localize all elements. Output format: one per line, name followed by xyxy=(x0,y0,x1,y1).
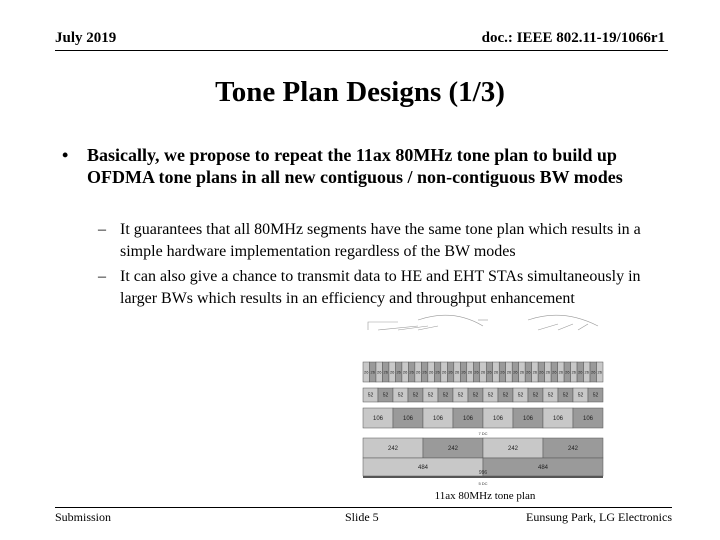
sub-bullet-1 xyxy=(98,219,658,263)
ru52-label: 52 xyxy=(487,392,494,399)
figure-caption: 11ax 80MHz tone plan xyxy=(434,490,536,502)
ru26-label: 26 xyxy=(370,369,375,375)
ru26-label: 26 xyxy=(376,369,382,375)
ru26-label: 26 xyxy=(441,369,447,375)
ru52-label: 52 xyxy=(547,392,554,399)
ru52-label: 52 xyxy=(472,392,479,399)
ru106-label: 106 xyxy=(402,416,414,422)
header-divider xyxy=(55,50,668,51)
ru26-label: 26 xyxy=(428,369,434,375)
ru26-label: 26 xyxy=(584,369,590,375)
ru996-label: 996 xyxy=(478,470,488,476)
footer-author: Eunsung Park, LG Electronics xyxy=(526,510,672,524)
ru26-label: 26 xyxy=(435,369,440,375)
sub-bullet-2 xyxy=(98,266,658,310)
main-bullet xyxy=(62,144,672,188)
ru26-label: 26 xyxy=(467,369,473,375)
ru52-label: 52 xyxy=(397,392,404,399)
ru26-label: 26 xyxy=(454,369,460,375)
ru26-label: 26 xyxy=(415,369,421,375)
main-bullet-text: Basically, we propose to repeat the 11ax 80MHz tone plan to build up OFDMA tone plans in all new contiguous / non-contiguous BW modes xyxy=(87,145,623,187)
ru26-label: 26 xyxy=(402,369,408,375)
ru26-label: 26 xyxy=(506,369,512,375)
ru26-label: 26 xyxy=(519,369,525,375)
ru106-label: 106 xyxy=(492,416,504,422)
ru484-label: 484 xyxy=(537,465,549,471)
dc-label: 7 DC xyxy=(478,431,488,436)
footer-submission: Submission xyxy=(55,510,112,524)
bullet-symbol: • xyxy=(62,145,69,165)
ru26-label: 26 xyxy=(565,369,570,375)
sub-bullet-symbol: – xyxy=(98,268,106,285)
ru26-label: 26 xyxy=(552,369,557,375)
ru242-label: 242 xyxy=(507,446,519,452)
tone-plan-figure xyxy=(358,312,608,487)
ru26-label: 26 xyxy=(409,369,414,375)
ru26-label: 26 xyxy=(389,369,395,375)
ru26-label: 26 xyxy=(396,369,401,375)
ru242-label: 242 xyxy=(567,446,579,452)
ru52-label: 52 xyxy=(577,392,584,399)
ru26-label: 26 xyxy=(578,369,583,375)
ru26-label: 26 xyxy=(487,369,492,375)
ru26-label: 26 xyxy=(539,369,544,375)
ru26-label: 26 xyxy=(448,369,453,375)
sub-bullet-text: It guarantees that all 80MHz segments have the same tone plan which results in a simple hardware implementation regardless of the BW modes xyxy=(120,221,641,260)
ru52-label: 52 xyxy=(562,392,569,399)
ru52-label: 52 xyxy=(457,392,464,399)
ru106-label: 106 xyxy=(552,416,564,422)
ru52-label: 52 xyxy=(532,392,539,399)
ru52-label: 52 xyxy=(502,392,509,399)
ru26-label: 26 xyxy=(591,369,596,375)
ru106-label: 106 xyxy=(582,416,594,422)
ru106-label: 106 xyxy=(372,416,384,422)
ru106-label: 106 xyxy=(522,416,534,422)
ru26-label: 26 xyxy=(597,369,602,375)
ru26-label: 26 xyxy=(422,369,427,375)
sub-bullet-text: It can also give a chance to transmit data to HE and EHT STAs simultaneously in larger BWs which results in an efficiency and throughput enhancement xyxy=(120,268,641,307)
ru52-label: 52 xyxy=(412,392,419,399)
ru26-label: 26 xyxy=(571,369,577,375)
ru26-label: 26 xyxy=(513,369,518,375)
ru26-label: 26 xyxy=(526,369,531,375)
slide-title: Tone Plan Designs (1/3) xyxy=(215,76,505,108)
ru484-label: 484 xyxy=(417,465,429,471)
figure-top-annotations xyxy=(368,315,598,330)
ru26-label: 26 xyxy=(480,369,486,375)
header-doc-id: doc.: IEEE 802.11-19/1066r1 xyxy=(481,30,665,46)
ru26-label: 26 xyxy=(558,369,564,375)
ru52-label: 52 xyxy=(427,392,434,399)
ru26-label: 26 xyxy=(500,369,505,375)
ru26-label: 26 xyxy=(383,369,388,375)
ru26-label: 26 xyxy=(493,369,499,375)
ru26-label: 26 xyxy=(461,369,466,375)
dc-label: 5 DC xyxy=(478,481,488,486)
ru26-label: 26 xyxy=(545,369,551,375)
ru52-label: 52 xyxy=(382,392,389,399)
ru26-label: 26 xyxy=(364,369,369,375)
ru52-label: 52 xyxy=(517,392,524,399)
ru26-label: 26 xyxy=(474,369,479,375)
footer-slide-number: Slide 5 xyxy=(345,510,379,524)
ru52-label: 52 xyxy=(592,392,599,399)
ru26-label: 26 xyxy=(532,369,538,375)
ru106-label: 106 xyxy=(462,416,474,422)
ru52-label: 52 xyxy=(442,392,449,399)
header-date: July 2019 xyxy=(55,30,117,46)
ru52-label: 52 xyxy=(367,392,374,399)
ru242-label: 242 xyxy=(387,446,399,452)
footer-divider xyxy=(55,507,672,508)
ru242-label: 242 xyxy=(447,446,459,452)
sub-bullet-symbol: – xyxy=(98,221,106,238)
ru106-label: 106 xyxy=(432,416,444,422)
ru996-block xyxy=(363,476,603,478)
